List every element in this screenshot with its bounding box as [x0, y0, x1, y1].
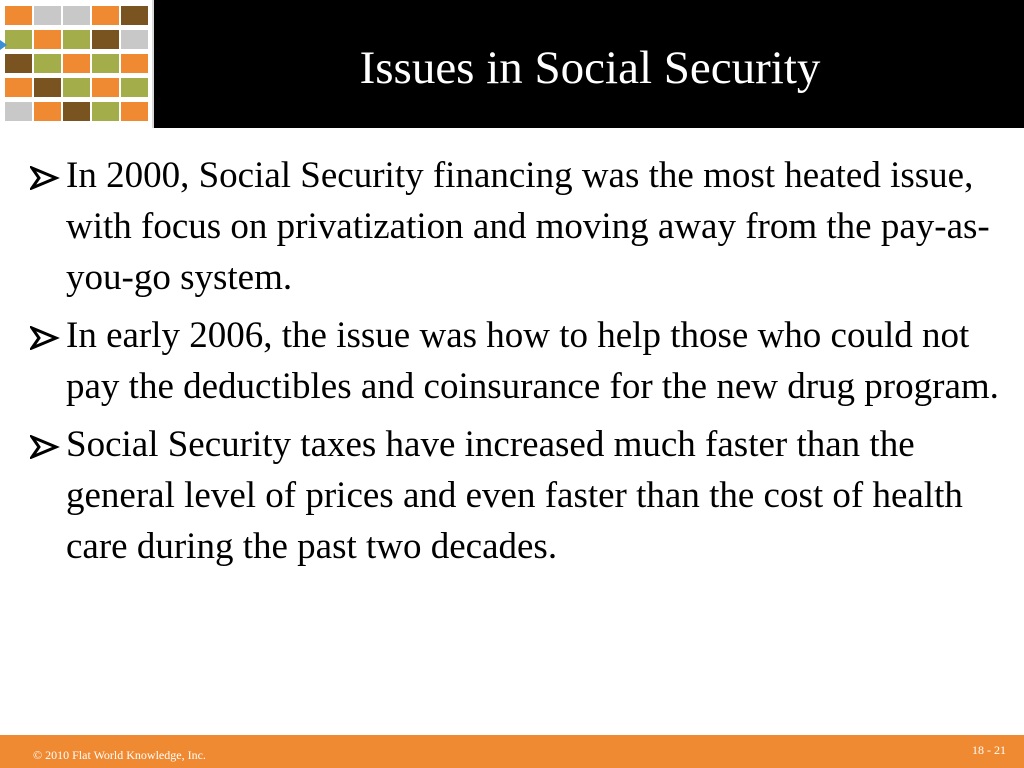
- logo-tile: [34, 78, 61, 97]
- bullet-item: [28, 419, 1008, 572]
- page-number: 18 - 21: [972, 743, 1006, 757]
- bullet-text: In 2000, Social Security financing was the most heated issue, with focus on privatization and moving away from the pay-as-you-go system.: [66, 155, 990, 298]
- arrow-bullet-icon: [28, 419, 66, 470]
- bullet-text: Social Security taxes have increased much faster than the general level of prices and even faster than the cost of health care during the past two decades.: [66, 424, 963, 567]
- logo-tile: [92, 6, 119, 25]
- logo-tile: [63, 78, 90, 97]
- logo-tile: [121, 30, 148, 49]
- copyright-text: © 2010 Flat World Knowledge, Inc.: [33, 748, 206, 762]
- arrow-marker-icon: [0, 40, 7, 50]
- logo-tile: [63, 30, 90, 49]
- slide-content: [28, 150, 1008, 579]
- logo-tile: [121, 54, 148, 73]
- arrow-bullet-icon: [28, 150, 66, 201]
- logo-tile: [5, 6, 32, 25]
- logo-tile: [121, 102, 148, 121]
- people-mosaic-icon: [0, 0, 154, 128]
- logo-tile: [63, 102, 90, 121]
- arrow-bullet-icon: [28, 310, 66, 361]
- logo-tile: [5, 54, 32, 73]
- logo-tile: [34, 6, 61, 25]
- logo-tile: [92, 78, 119, 97]
- logo-tile: [63, 54, 90, 73]
- bullet-item: [28, 310, 1008, 412]
- slide-title: Issues in Social Security: [359, 42, 821, 94]
- logo-tile: [92, 54, 119, 73]
- logo-tile: [121, 78, 148, 97]
- bullet-item: [28, 150, 1008, 303]
- logo-tile: [121, 6, 148, 25]
- logo-tile: [34, 54, 61, 73]
- logo-tile: [5, 30, 32, 49]
- logo-tile: [5, 102, 32, 121]
- logo-tile: [34, 30, 61, 49]
- logo-tile: [5, 78, 32, 97]
- logo-tile: [92, 102, 119, 121]
- slide-header: [0, 0, 1024, 128]
- logo-tile: [63, 6, 90, 25]
- logo-tile: [92, 30, 119, 49]
- logo-tile: [34, 102, 61, 121]
- slide-footer: [0, 735, 1024, 768]
- bullet-text: In early 2006, the issue was how to help those who could not pay the deductibles and coinsurance for the new drug program.: [66, 315, 999, 407]
